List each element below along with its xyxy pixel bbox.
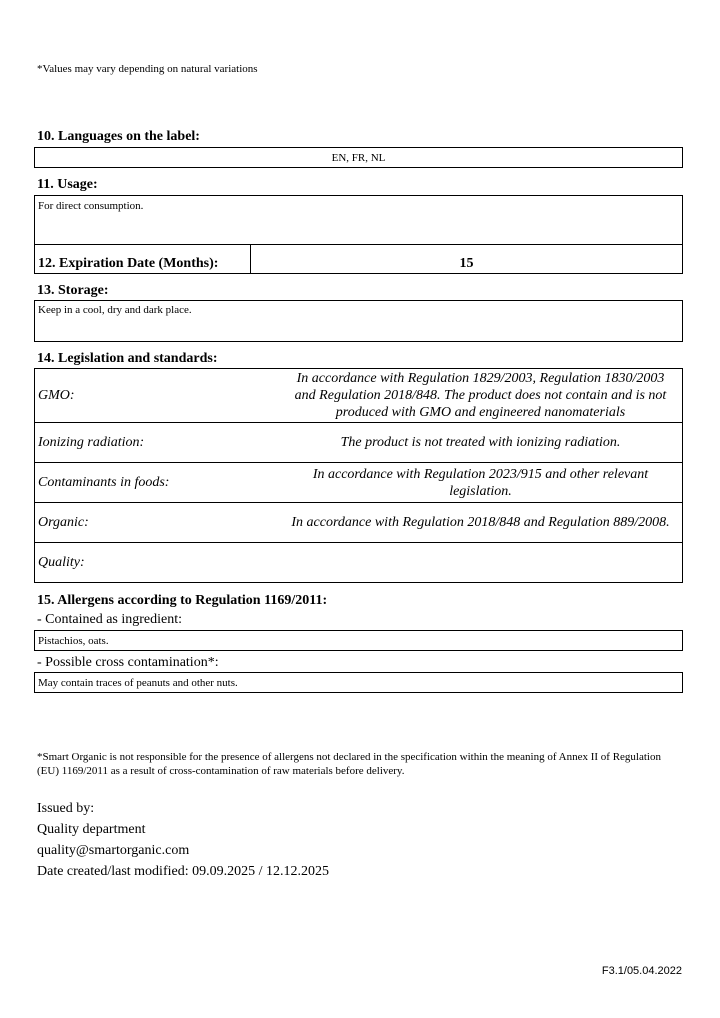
- expiration-value: 15: [459, 256, 474, 271]
- storage-value: Keep in a cool, dry and dark place.: [38, 304, 192, 316]
- legislation-value: The product is not treated with ionizing radiation.: [340, 435, 621, 450]
- allergens-cross-label: - Possible cross contamination*:: [37, 655, 219, 670]
- allergens-heading: 15. Allergens according to Regulation 1169/2011:: [37, 593, 328, 608]
- usage-box: [34, 195, 683, 245]
- legislation-row-ionizing: [34, 422, 683, 463]
- allergens-contained-label: - Contained as ingredient:: [37, 612, 183, 627]
- values-note: *Values may vary depending on natural variations: [37, 63, 258, 75]
- expiration-label-cell: [34, 244, 251, 274]
- languages-value: EN, FR, NL: [34, 147, 683, 168]
- allergens-cross-box: [34, 672, 683, 693]
- legislation-row-organic: [34, 502, 683, 543]
- storage-box: [34, 300, 683, 342]
- legislation-label: Organic:: [38, 514, 89, 530]
- usage-heading: 11. Usage:: [37, 177, 98, 192]
- legislation-label: GMO:: [38, 387, 75, 403]
- legislation-value: In accordance with Regulation 2018/848 and Regulation 889/2008.: [291, 515, 670, 530]
- expiration-value-cell: [250, 244, 683, 274]
- legislation-row-quality: [34, 542, 683, 583]
- expiration-label: 12. Expiration Date (Months):: [38, 256, 219, 271]
- allergens-contained-box: [34, 630, 683, 651]
- legislation-label: Ionizing radiation:: [38, 434, 145, 450]
- legislation-value: In accordance with Regulation 1829/2003, Regulation 1830/2003 and Regulation 2018/848. The product does not contain and is not produced with GMO and engineered nanomaterials: [294, 371, 667, 420]
- legislation-row-gmo: [34, 368, 683, 423]
- legislation-value: In accordance with Regulation 2023/915 and other relevant legislation.: [312, 466, 649, 499]
- languages-heading: 10. Languages on the label:: [37, 129, 200, 144]
- storage-heading: 13. Storage:: [37, 283, 109, 298]
- legislation-heading: 14. Legislation and standards:: [37, 351, 218, 366]
- legislation-label: Contaminants in foods:: [38, 474, 170, 490]
- issued-email: quality@smartorganic.com: [37, 843, 190, 858]
- issued-by-label: Issued by:: [37, 801, 95, 816]
- allergens-cross-value: May contain traces of peanuts and other nuts.: [38, 677, 238, 689]
- legislation-row-contaminants: [34, 462, 683, 503]
- issued-dates: Date created/last modified: 09.09.2025 / 12.12.2025: [37, 864, 329, 879]
- usage-value: For direct consumption.: [38, 200, 144, 212]
- issued-department: Quality department: [37, 822, 146, 837]
- legislation-value: [285, 543, 676, 582]
- form-code: F3.1/05.04.2022: [601, 965, 682, 977]
- allergens-contained-value: Pistachios, oats.: [38, 635, 109, 647]
- allergen-disclaimer: *Smart Organic is not responsible for the presence of allergens not declared in the specification within the meaning of Annex II of Regulation (EU) 1169/2011 as a result of cross-contamination of raw materials before delivery.: [37, 751, 661, 777]
- legislation-label: Quality:: [38, 554, 85, 570]
